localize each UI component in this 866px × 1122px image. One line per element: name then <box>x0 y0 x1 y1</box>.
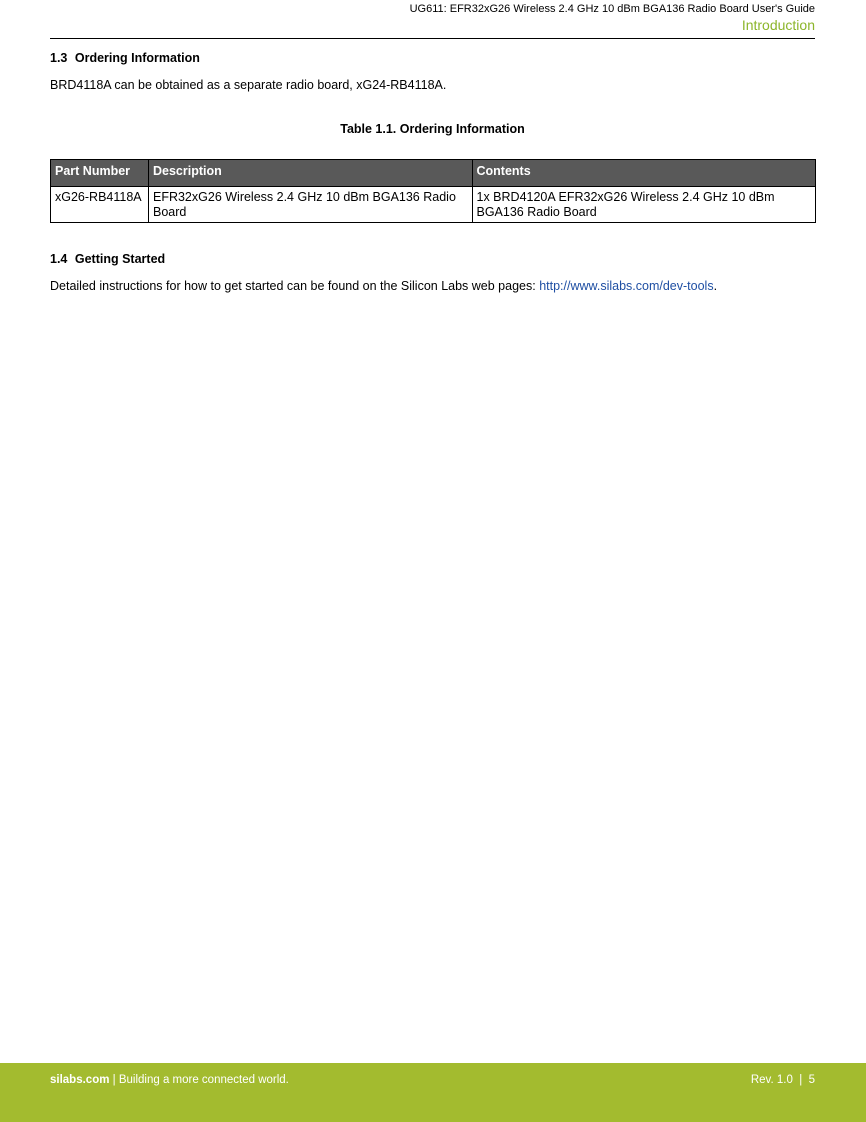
column-header-part-number: Part Number <box>51 160 149 187</box>
getting-started-paragraph <box>50 278 717 294</box>
header-divider <box>50 38 815 39</box>
getting-started-text: Detailed instructions for how to get started can be found on the Silicon Labs web pages: <box>50 279 540 293</box>
document-title: UG611: EFR32xG26 Wireless 2.4 GHz 10 dBm BGA136 Radio Board User's Guide <box>409 3 815 15</box>
column-header-description: Description <box>148 160 472 187</box>
footer-revision: Rev. 1.0 | 5 <box>750 1074 815 1086</box>
cell-part-number: xG26-RB4118A <box>51 187 149 223</box>
section-heading-ordering <box>50 50 200 66</box>
table-caption: Table 1.1. Ordering Information <box>340 122 525 136</box>
section-number: 1.3 <box>50 51 68 65</box>
cell-contents: 1x BRD4120A EFR32xG26 Wireless 2.4 GHz 10 dBm BGA136 Radio Board <box>472 187 816 223</box>
section-title: Getting Started <box>74 252 166 266</box>
table-row <box>51 187 816 223</box>
footer-tagline: | Building a more connected world. <box>109 1074 289 1086</box>
table-header-row <box>51 160 816 187</box>
column-header-contents: Contents <box>472 160 816 187</box>
ordering-table <box>50 159 816 223</box>
footer-brand[interactable]: silabs.com <box>50 1074 110 1086</box>
dev-tools-link[interactable]: http://www.silabs.com/dev-tools <box>539 279 714 293</box>
section-number: 1.4 <box>50 252 68 266</box>
footer-brand-line <box>50 1073 289 1087</box>
section-title: Ordering Information <box>74 51 200 65</box>
section-name: Introduction <box>741 17 815 33</box>
trailing-period: . <box>713 279 718 293</box>
page-footer <box>0 1063 866 1122</box>
page-header <box>50 2 815 34</box>
cell-description: EFR32xG26 Wireless 2.4 GHz 10 dBm BGA136 Radio Board <box>148 187 472 223</box>
ordering-paragraph: BRD4118A can be obtained as a separate radio board, xG24-RB4118A. <box>50 78 447 92</box>
section-heading-getting-started <box>50 251 165 267</box>
